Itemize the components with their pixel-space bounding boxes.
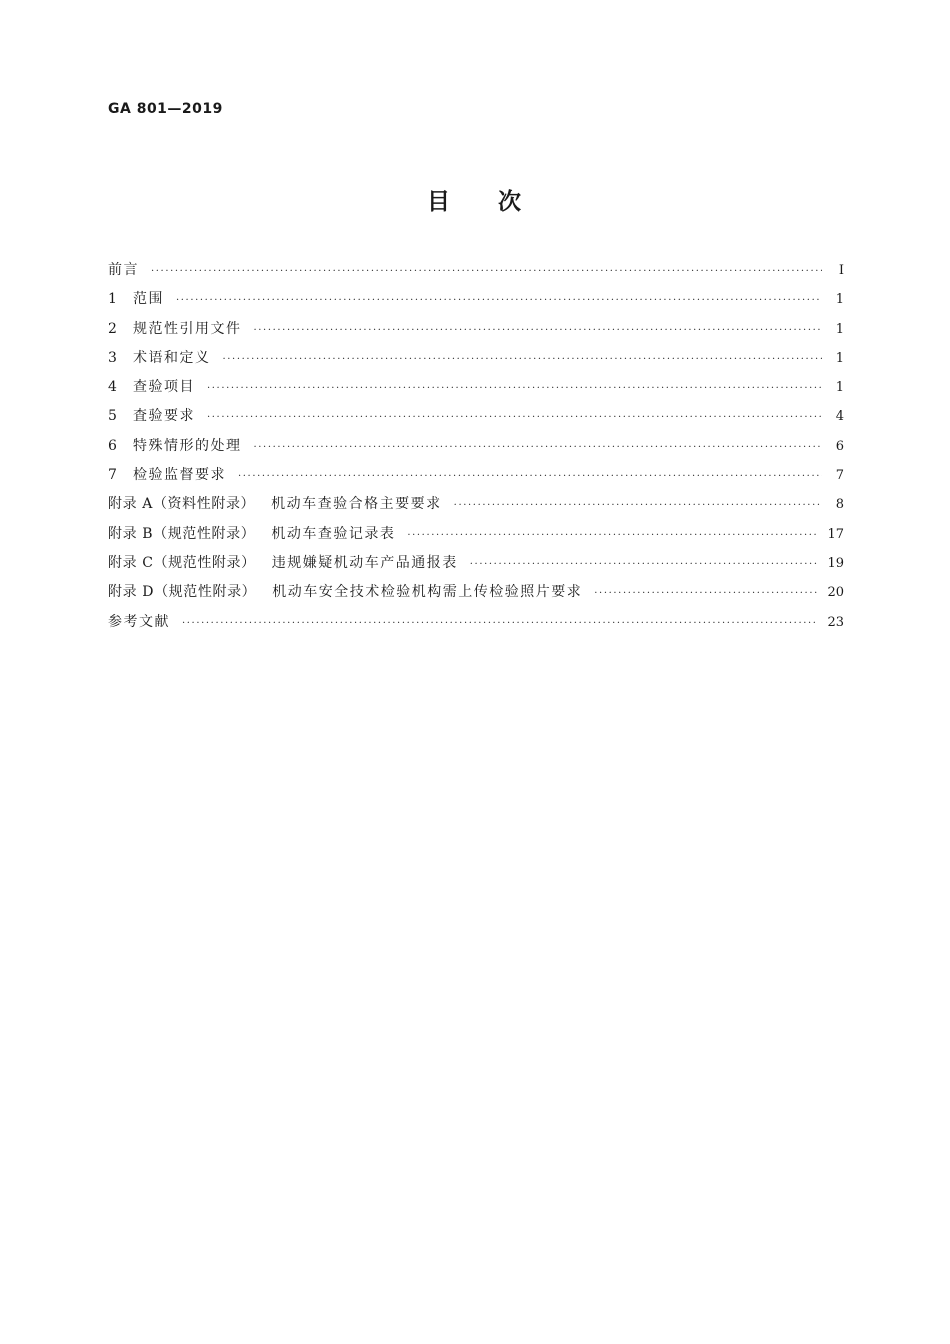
title-char-2: 次 (498, 189, 523, 215)
toc-dot-leader (151, 266, 822, 277)
toc-page-number: 7 (835, 468, 844, 484)
toc-page-number: 1 (835, 321, 844, 337)
toc-entry-preface[interactable] (108, 259, 844, 288)
toc-entry-normative-references[interactable] (108, 318, 844, 347)
toc-entry-appendix-a[interactable] (108, 493, 844, 522)
table-of-contents (108, 259, 844, 640)
toc-dot-leader (223, 354, 823, 365)
toc-entry-number: 6 (108, 437, 117, 454)
toc-entry-special-cases[interactable] (108, 435, 844, 464)
toc-page-number: 1 (835, 292, 844, 308)
toc-entry-scope[interactable] (108, 288, 844, 317)
toc-entry-label: 査验要求 (133, 408, 195, 425)
toc-entry-label: 前言 (108, 262, 139, 278)
toc-page-number: 8 (835, 497, 844, 513)
toc-entry-label: 附录 D（规范性附录） (108, 584, 257, 601)
toc-entry-number: 5 (108, 408, 117, 425)
toc-entry-inspection-items[interactable] (108, 376, 844, 405)
toc-page-number: Ⅰ (838, 263, 844, 278)
toc-dot-leader (182, 618, 817, 629)
toc-page-number: 17 (827, 526, 844, 542)
toc-entry-number: 7 (108, 467, 117, 484)
toc-page-number: 1 (835, 350, 844, 366)
toc-entry-number: 2 (108, 320, 117, 337)
toc-page-number: 4 (835, 409, 844, 425)
toc-entry-label: 检验监督要求 (133, 467, 226, 484)
toc-entry-subtitle: 机动车查验记录表 (271, 525, 396, 542)
toc-entry-appendix-b[interactable] (108, 523, 844, 552)
toc-entry-appendix-c[interactable] (108, 552, 844, 581)
toc-entry-terms-definitions[interactable] (108, 347, 844, 376)
toc-entry-bibliography[interactable] (108, 611, 844, 640)
toc-entry-label: 参考文献 (108, 613, 170, 630)
document-code: GA 801—2019 (108, 101, 223, 117)
toc-page-number: 1 (835, 380, 844, 396)
toc-dot-leader (207, 383, 822, 394)
toc-dot-leader (238, 471, 822, 482)
toc-entry-number: 1 (108, 291, 117, 308)
toc-page-number: 20 (827, 585, 844, 601)
toc-entry-label: 特殊情形的处理 (133, 437, 242, 454)
toc-entry-subtitle: 机动车查验合格主要要求 (271, 496, 442, 513)
toc-dot-leader (407, 530, 817, 541)
toc-entry-number: 3 (108, 349, 117, 366)
toc-entry-appendix-d[interactable] (108, 581, 844, 610)
toc-entry-label: 规范性引用文件 (133, 320, 242, 337)
toc-page-number: 19 (827, 555, 844, 571)
toc-dot-leader (470, 559, 818, 570)
toc-page-number: 23 (827, 614, 844, 630)
title-char-1: 目 (427, 189, 452, 215)
toc-dot-leader (176, 295, 822, 306)
toc-entry-inspection-requirements[interactable] (108, 405, 844, 434)
toc-entry-label: 范围 (133, 291, 164, 308)
toc-entry-label: 附录 A（资料性附录） (108, 496, 256, 513)
toc-dot-leader (207, 412, 822, 423)
toc-entry-subtitle: 机动车安全技术检验机构需上传检验照片要求 (272, 584, 583, 601)
toc-entry-label: 术语和定义 (133, 349, 211, 366)
toc-entry-subtitle: 违规嫌疑机动车产品通报表 (271, 554, 458, 571)
toc-entry-label: 附录 B（规范性附录） (108, 525, 256, 542)
toc-page-number: 6 (835, 438, 844, 454)
toc-dot-leader (254, 325, 823, 336)
toc-dot-leader (594, 588, 817, 599)
toc-dot-leader (254, 442, 823, 453)
page-title (0, 183, 950, 216)
toc-entry-label: 附录 C（规范性附录） (108, 554, 256, 571)
toc-dot-leader (454, 500, 822, 511)
toc-entry-supervision-requirements[interactable] (108, 464, 844, 493)
toc-entry-number: 4 (108, 379, 117, 396)
toc-entry-label: 查验项目 (133, 379, 195, 396)
